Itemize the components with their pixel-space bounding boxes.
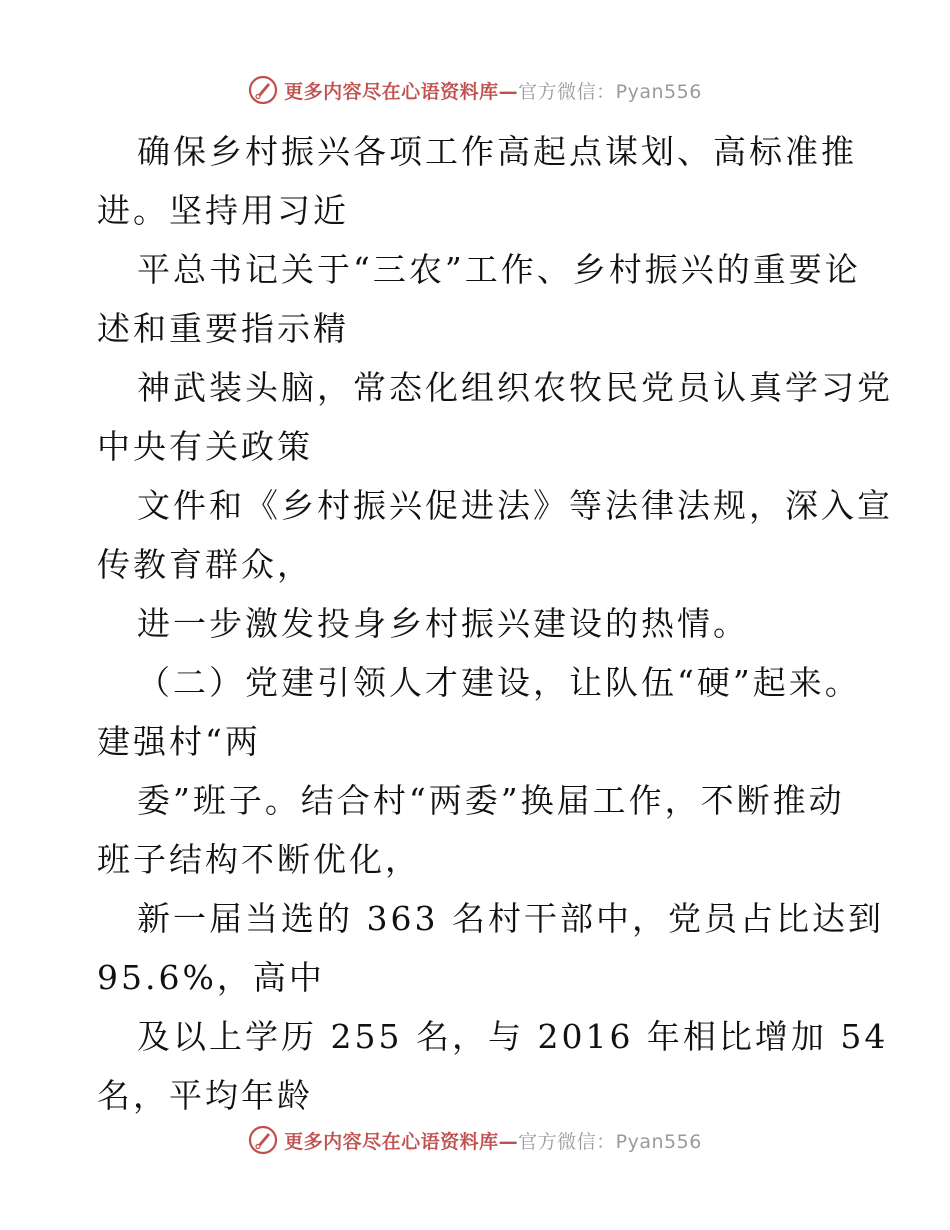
- quill-pen-logo-icon: [248, 1125, 278, 1155]
- document-body: [97, 122, 893, 1125]
- watermark-footer: [0, 1120, 950, 1160]
- text-line: 班子结构不断优化，: [97, 840, 421, 879]
- quill-pen-logo-icon: [248, 75, 278, 105]
- text-line: 中央有关政策: [97, 427, 313, 466]
- watermark-brand: 更多内容尽在心语资料库—: [284, 1130, 519, 1153]
- text-line: 建强村“两: [97, 722, 261, 761]
- watermark-contact: 官方微信：Pyan556: [518, 80, 702, 103]
- text-line: 委”班子。结合村“两委”换届工作，不断推动: [137, 781, 845, 820]
- text-line: 95.6%，高中: [97, 958, 325, 997]
- text-line: 名，平均年龄: [97, 1076, 313, 1115]
- text-line: 神武装头脑，常态化组织农牧民党员认真学习党: [137, 368, 893, 407]
- watermark-contact: 官方微信：Pyan556: [518, 1130, 702, 1153]
- text-line: 述和重要指示精: [97, 309, 349, 348]
- text-line: 传教育群众，: [97, 545, 313, 584]
- text-line: 及以上学历 255 名，与 2016 年相比增加 54: [137, 1017, 889, 1056]
- text-line: 确保乡村振兴各项工作高起点谋划、高标准推: [137, 132, 857, 171]
- watermark-brand: 更多内容尽在心语资料库—: [284, 80, 519, 103]
- text-line: 文件和《乡村振兴促进法》等法律法规，深入宣: [137, 486, 893, 525]
- text-line: 新一届当选的 363 名村干部中，党员占比达到: [137, 899, 884, 938]
- text-line: 进。坚持用习近: [97, 191, 349, 230]
- text-line: 进一步激发投身乡村振兴建设的热情。: [137, 604, 749, 643]
- text-line: 平总书记关于“三农”工作、乡村振兴的重要论: [137, 250, 861, 289]
- watermark-header: [0, 70, 950, 110]
- text-line: （二）党建引领人才建设，让队伍“硬”起来。: [137, 663, 861, 702]
